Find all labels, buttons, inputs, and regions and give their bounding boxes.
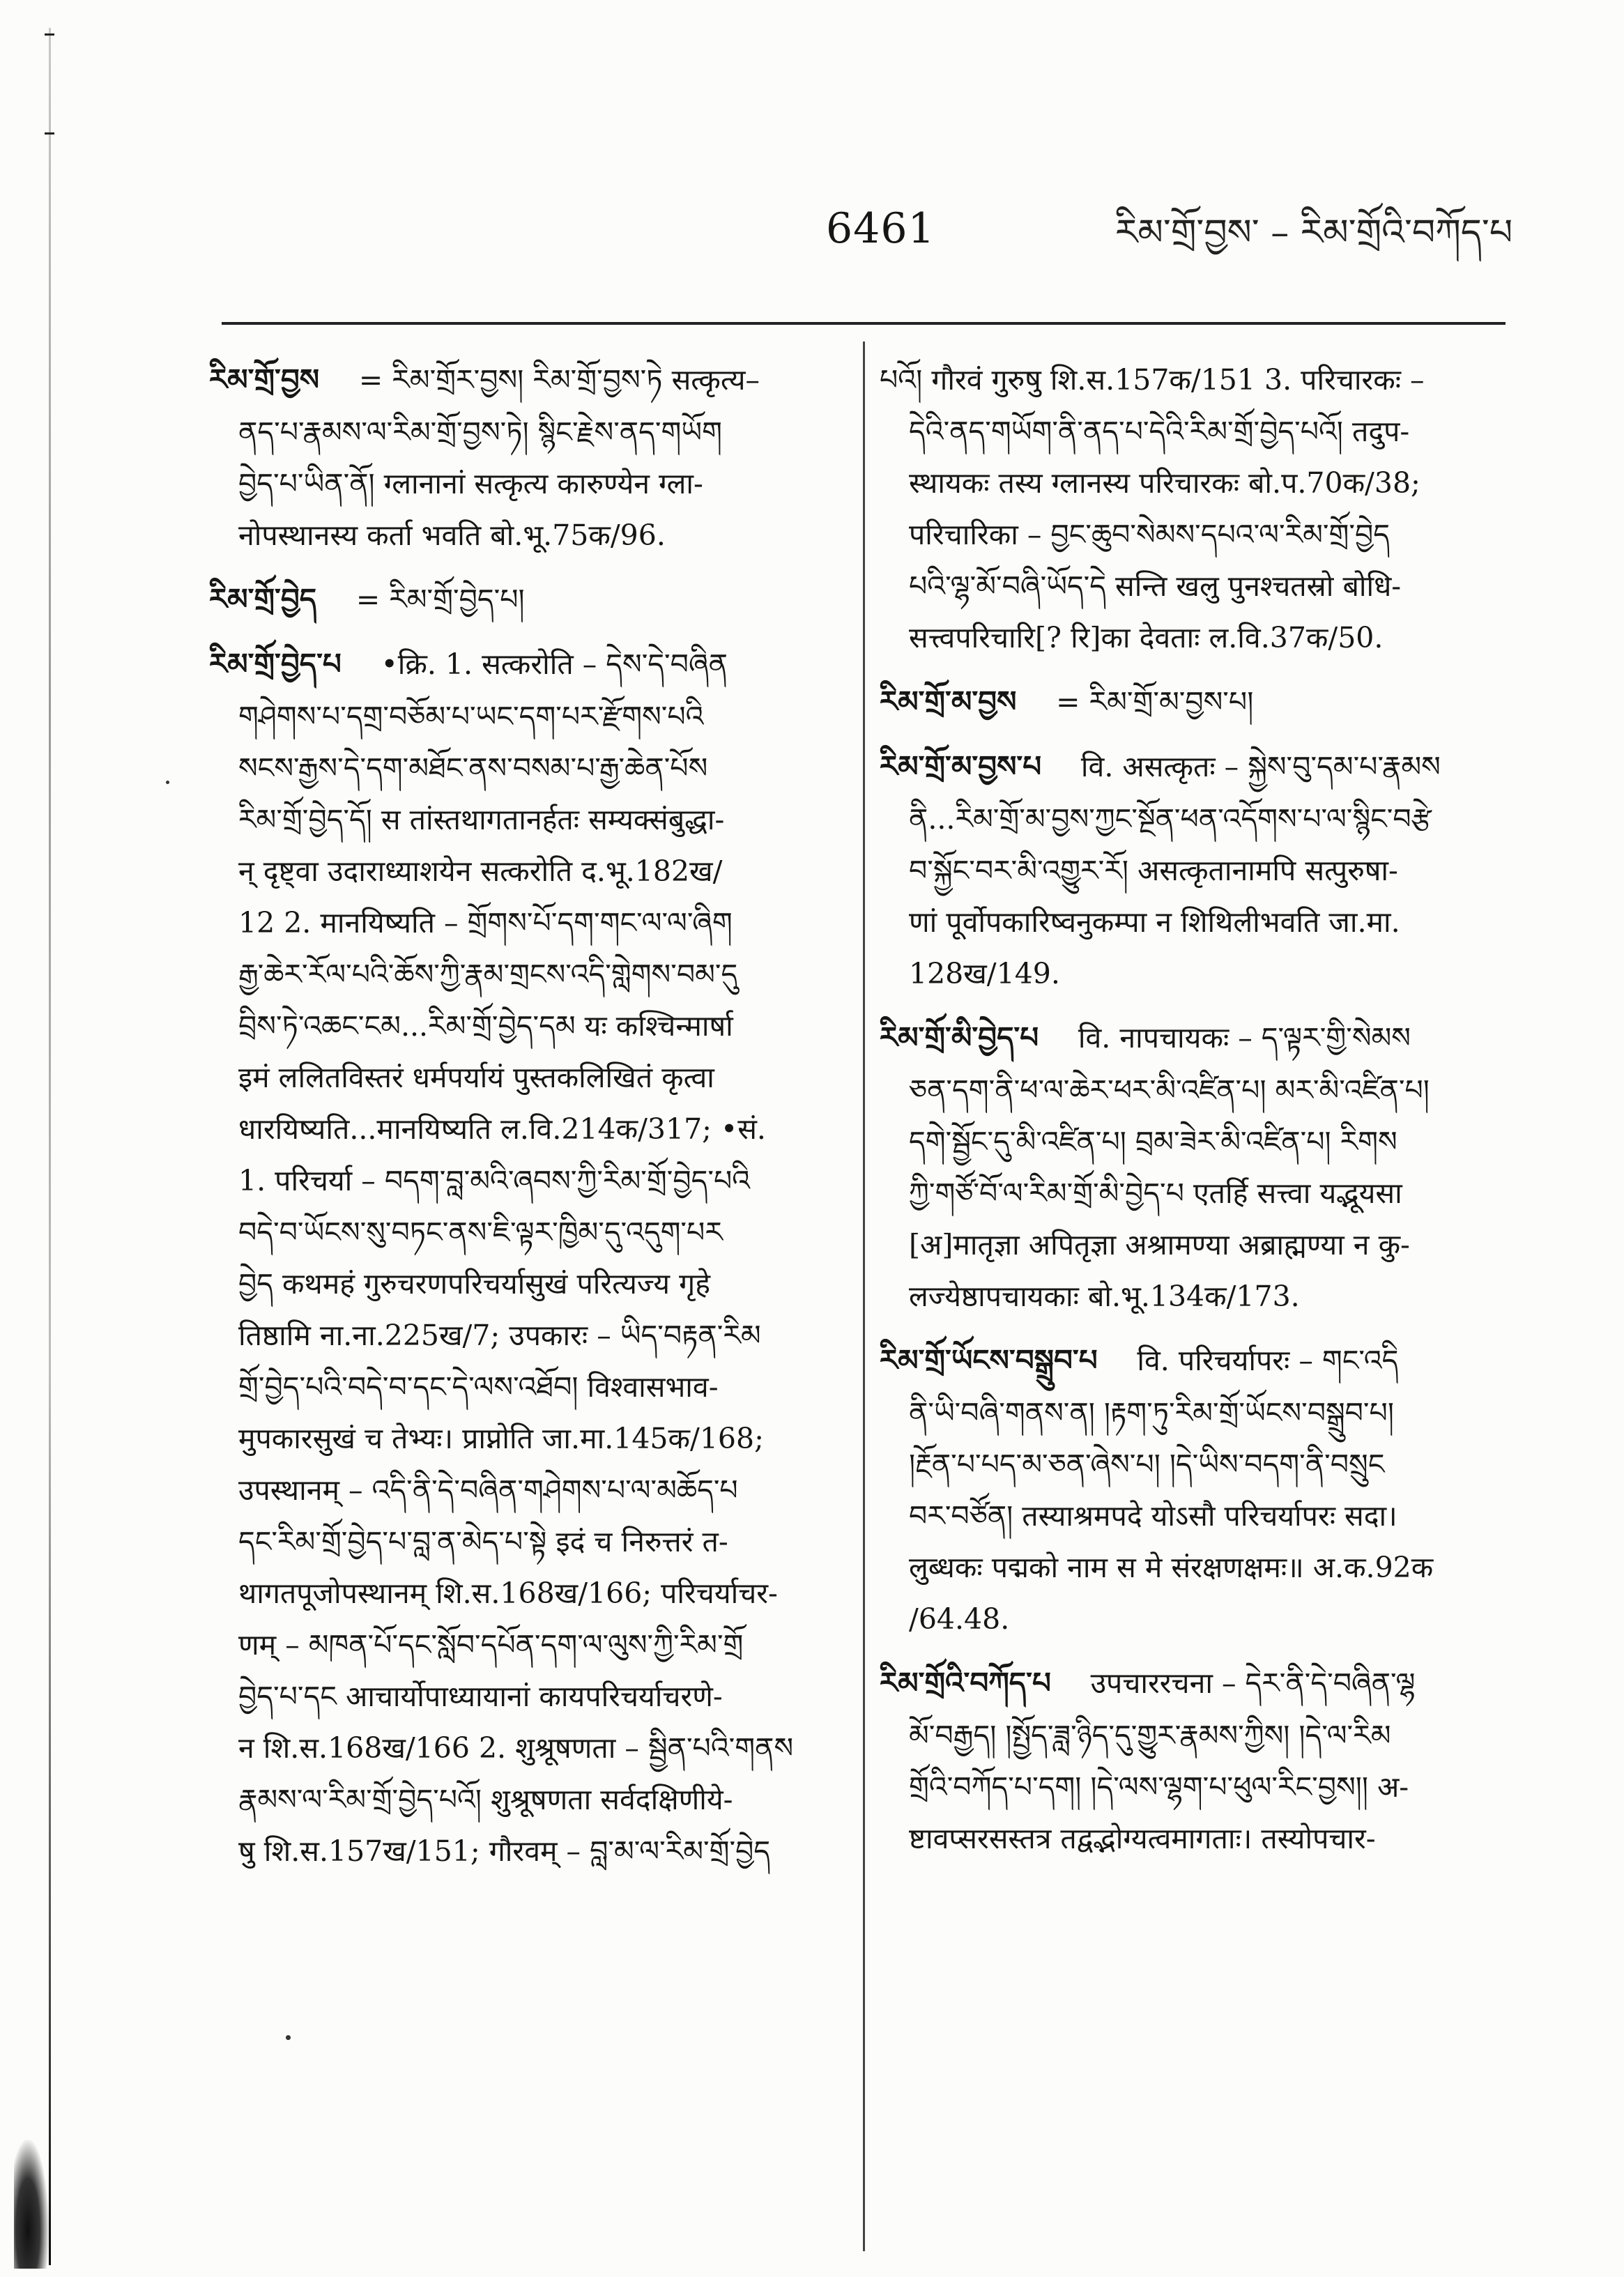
entry-text: इमं ललितविस्तरं धर्मपर्यायं पुस्तकलिखितं कृत्वा [238,1061,714,1094]
headword: རིམ་གྲོ་བྱེད [209,582,317,616]
entry-text: णां पूर्वोपकारिष्वनुकम्पा न शिथिलीभवति जा.मा. [909,905,1400,939]
entry-text: གྲོ་བྱེད་པའི་བདེ་བ་དང་དེ་ལས་འཐོབ། विश्वासभाव- [238,1370,719,1404]
entry-text: བྱེད कथमहं गुरुचरणपरिचर्यासुखं परित्यज्य गृहे [238,1267,710,1301]
headword: རིམ་གྲོ་མི་བྱེད་པ [880,1020,1039,1055]
dictionary-entry [880,1657,1508,1864]
left-column [209,354,838,1889]
entry-text: मुपकारसुखं च तेभ्यः। प्राप्नोति जा.मा.145क/168; [238,1422,764,1455]
entry-line [880,845,1508,896]
edge-mark [45,132,54,135]
entry-line [209,1774,838,1825]
dictionary-entry [880,1335,1508,1645]
entry-line [209,574,838,626]
entry-line [209,1413,838,1464]
dictionary-entry [209,354,838,561]
entry-text: ནི...རིམ་གྲོ་མ་བྱས་ཀྱང་སྔོན་ཕན་འདོགས་པ་ལ་སྙིང་བརྩེ [909,802,1432,836]
headword-spacer [319,365,359,397]
headword: རིམ་གྲོའི་བཀོད་པ [880,1666,1051,1700]
entry-line [880,1271,1508,1322]
entry-text: དེའི་ནད་གཡོག་ནི་ནད་པ་དེའི་རིམ་གྲོ་བྱེད་པའོ། तदुप- [909,415,1410,448]
entry-line [880,1335,1508,1387]
entry-text: གཤེགས་པ་དགྲ་བཅོམ་པ་ཡང་དག་པར་རྫོགས་པའི [238,700,704,733]
entry-line [209,1206,838,1258]
entry-line [209,949,838,1000]
entry-text: གྲོའི་བཀོད་པ་དག། །དེ་ལས་ལྷག་པ་ཕུལ་རིང་བྱས།། अ- [909,1770,1409,1804]
entry-line [880,1657,1508,1710]
headword-spacer [1098,1345,1137,1377]
entry-text: མོ་བརྒྱད། །སྤྱོད་ཟླ་ཉིད་དུ་གྱུར་རྣམས་ཀྱིས། །དེ་ལ་རིམ [909,1719,1391,1752]
headword-spacer [1039,1022,1078,1055]
dictionary-entry [880,741,1508,999]
entry-line [209,1310,838,1361]
speck [286,2035,291,2040]
headword: རིམ་གྲོ་བྱས [209,362,320,397]
entry-text: བདེ་བ་ཡོངས་སུ་བཏང་ནས་ཇི་ལྟར་ཁྱིམ་དུ་འདུག་པར [238,1216,723,1249]
entry-text: ཀྱི་གཙོ་བོ་ལ་རིམ་གྲོ་མི་བྱེད་པ एतर्हि सत्त्वा यद्भूयसा [909,1176,1402,1210]
entry-line [209,1155,838,1206]
entry-text: རིམ་གྲོ་བྱེད་དོ། स तांस्तथागतानर्हतः सम्यक्संबुद्धा- [238,803,725,836]
entry-text: उपचाररचना – དེར་ནི་དེ་བཞིན་ལྷ [1090,1666,1416,1700]
dictionary-entry [209,638,838,1877]
entry-line [209,1567,838,1619]
entry-text: = རིམ་གྲོ་བྱེད་པ། [355,583,525,616]
entry-text: न शि.स.168ख/166 2. शुश्रूषणता – སྦྱིན་པའི་གནས [238,1731,794,1765]
entry-text: པའོ། गौरवं गुरुषु शि.स.157क/151 3. परिचारकः – [880,363,1425,397]
entry-text: བ་སྐྱོང་བར་མི་འགྱུར་རོ། असत्कृतानामपि सत्पुरुषा- [909,854,1398,887]
entry-text: = རིམ་གྲོར་བྱས། རིམ་གྲོ་བྱས་ཏེ सत्कृत्य– [358,363,760,397]
dictionary-entry [880,1012,1508,1322]
entry-text: सत्त्वपरिचारि[? रि]का देवताः ल.वि.37क/50. [909,621,1384,654]
entry-line [880,1116,1508,1167]
entry-line [880,1542,1508,1593]
entry-text: वि. परिचर्यापरः – གང་འདི [1137,1344,1399,1377]
entry-line [880,406,1508,457]
entry-text: བར་བཙོན། तस्याश्रमपदे योऽसौ परिचर्यापरः सदा। [909,1499,1397,1533]
entry-text: བྱེད་པ་དང आचार्योपाध्यायानां कायपरिचर्याचरणे- [238,1680,723,1713]
entry-text: णम् – མཁན་པོ་དང་སློབ་དཔོན་དག་ལ་ལུས་ཀྱི་རིམ་གྲོ [238,1628,744,1662]
headword: རིམ་གྲོ་ཡོངས་བསྒྲུབ་པ [880,1343,1098,1377]
entry-line [880,741,1508,793]
entry-text: 12 2. मानयिष्यति – གྲོགས་པོ་དག་གང་ལ་ལ་ཞིག [238,906,733,940]
entry-line [209,1671,838,1722]
entry-text: षु शि.स.157ख/151; गौरवम् – བླ་མ་ལ་རིམ་གྲོ་བྱེད [238,1834,771,1868]
entry-text: लज्येष्ठापचायकाः बो.भू.134क/173. [909,1280,1300,1313]
entry-line [209,1464,838,1516]
entry-line [209,1619,838,1671]
dictionary-entry [880,354,1508,664]
entry-text: थागतपूजोपस्थानम् शि.स.168ख/166; परिचर्याचर- [238,1577,778,1610]
entry-line [880,1593,1508,1645]
entry-line [880,560,1508,612]
entry-line [880,896,1508,948]
entry-line [880,354,1508,406]
entry-line [209,691,838,742]
entry-line [880,1813,1508,1864]
entry-line [880,1012,1508,1064]
headword: རིམ་གྲོ་མ་བྱས [880,684,1017,719]
right-column [880,354,1508,1877]
entry-text: 128ख/149. [909,957,1060,990]
entry-text: नोपस्थानस्य कर्ता भवति बो.भू.75क/96. [238,519,666,552]
entry-line [209,458,838,509]
entry-line [209,897,838,949]
entry-line [209,406,838,458]
column-divider [863,342,865,2251]
entry-line [880,1219,1508,1271]
headword-spacer [342,649,381,681]
entry-text: वि. असत्कृतः – སྐྱེས་བུ་དམ་པ་རྣམས [1080,750,1441,783]
entry-text: /64.48. [909,1602,1010,1636]
entry-text: परिचारिका – བྱང་ཆུབ་སེམས་དཔའ་ལ་རིམ་གྲོ་བྱེད [909,518,1390,551]
entry-text: །རྔོན་པ་པད་མ་ཅན་ཞེས་པ། །དེ་ཡིས་བདག་ནི་བསྲུང [909,1448,1385,1481]
entry-line [880,612,1508,664]
entry-line [880,793,1508,845]
entry-text: རྒྱ་ཆེར་རོལ་པའི་ཆོས་ཀྱི་རྣམ་གྲངས་འདི་གླེགས་བམ་དུ [238,958,738,991]
entry-line [209,1258,838,1310]
entry-line [880,1167,1508,1219]
entry-line [209,845,838,897]
entry-line [209,794,838,845]
entry-text: ནད་པ་རྣམས་ལ་རིམ་གྲོ་བྱས་ཏེ། སྙིང་རྗེས་ནད་གཡོག [238,415,722,449]
entry-line [880,1387,1508,1439]
entry-text: དགེ་སྦྱོང་དུ་མི་འཛིན་པ། བྲམ་ཟེར་མི་འཛིན་པ། རིགས [909,1125,1397,1158]
page-edge-line [49,28,51,2265]
entry-text: स्थायकः तस्य ग्लानस्य परिचारकः बो.प.70क/38; [909,466,1420,500]
entry-text: उपस्थानम् – འདི་ནི་དེ་བཞིན་གཤེགས་པ་ལ་མཆོད་པ [238,1473,738,1507]
headword: རིམ་གྲོ་བྱེད་པ [209,647,342,681]
entry-text: [अ]मातृज्ञा अपितृज्ञा अश्रामण्या अब्राह्मण्या न कु- [909,1228,1410,1262]
entry-text: སངས་རྒྱས་དེ་དག་མཐོང་ནས་བསམ་པ་རྒྱ་ཆེན་པོས [238,751,708,785]
header-rule [222,322,1506,325]
entry-line [209,1825,838,1877]
entry-text: = རིམ་གྲོ་མ་བྱས་པ། [1056,685,1254,719]
entry-line [880,1064,1508,1116]
headword-spacer [1016,687,1056,719]
entry-line [209,1000,838,1052]
headword-spacer [1051,1668,1091,1700]
dictionary-entry [880,676,1508,728]
headword-spacer [316,584,356,616]
entry-line [209,1103,838,1155]
speck [166,781,169,784]
headword-spacer [1041,751,1081,783]
entry-text: वि. नापचायकः – ད་ལྟར་གྱི་སེམས [1078,1021,1411,1055]
entry-line [209,354,838,406]
entry-line [880,1710,1508,1761]
entry-text: •क्रि. 1. सत्करोति – དེས་དེ་བཞིན [381,647,728,681]
entry-line [880,948,1508,999]
entry-text: लुब्धकः पद्मको नाम स मे संरक्षणक्षमः॥ अ.क.92क [909,1551,1434,1584]
entry-text: རྣམས་ལ་རིམ་གྲོ་བྱེད་པའོ། शुश्रूषणता सर्वदक्षिणीये- [238,1783,733,1816]
entry-text: ष्टावप्सरसस्तत्र तद्वद्भोग्यत्वमागताः। तस्योपचार- [909,1822,1376,1855]
entry-text: तिष्ठामि ना.ना.225ख/7; उपकारः – ཡིད་བརྟན་རིམ [238,1319,761,1352]
entry-line [209,509,838,561]
entry-line [880,1439,1508,1490]
dictionary-entry [209,574,838,626]
entry-line [209,638,838,691]
entry-line [209,1516,838,1567]
entry-text: 1. परिचर्या – བདག་བླ་མའི་ཞབས་ཀྱི་རིམ་གྲོ་བྱེད་པའི [238,1164,751,1197]
entry-text: བྱེད་པ་ཡིན་ནོ། ग्लानानां सत्कृत्य कारुण्येन ग्ला- [238,467,703,500]
entry-line [880,457,1508,509]
entry-line [880,1490,1508,1542]
headword: རིམ་གྲོ་མ་བྱས་པ [880,749,1042,783]
guide-words: རིམ་གྲོ་བྱས་ – རིམ་གྲོའི་བཀོད་པ [1115,212,1513,254]
entry-text: པའི་ལྷ་མོ་བཞི་ཡོད་དེ सन्ति खलु पुनश्चतस्रो बोधि- [909,569,1402,603]
entry-line [880,1761,1508,1813]
entry-text: བྲིས་ཏེ་འཆང་ངམ...རིམ་གྲོ་བྱེད་དམ यः कश्चिन्मार्षा [238,1009,733,1043]
entry-text: ནི་ཡི་བཞི་གནས་ན། །རྟག་ཏུ་རིམ་གྲོ་ཡོངས་བསྒྲུབ་པ། [909,1396,1394,1429]
entry-text: न् दृष्ट्वा उदाराध्याशयेन सत्करोति द.भू.182ख/ [238,854,723,888]
entry-text: ཅན་དག་ནི་ཕ་ལ་ཆེར་ཕར་མི་འཛིན་པ། མར་མི་འཛིན་པ། [909,1073,1430,1107]
scan-edge-shadow [14,2140,49,2269]
entry-line [209,1052,838,1103]
edge-mark [45,33,54,36]
entry-text: धारयिष्यति...मानयिष्यति ल.वि.214क/317; •सं. [238,1112,766,1146]
page-number: 6461 [826,204,935,253]
entry-line [880,676,1508,728]
entry-text: དང་རིམ་གྲོ་བྱེད་པ་བླ་ན་མེད་པ་སྟེ इदं च निरुत्तरं त- [238,1525,728,1558]
entry-line [209,1361,838,1413]
entry-line [209,1722,838,1774]
entry-line [880,509,1508,560]
entry-line [209,742,838,794]
